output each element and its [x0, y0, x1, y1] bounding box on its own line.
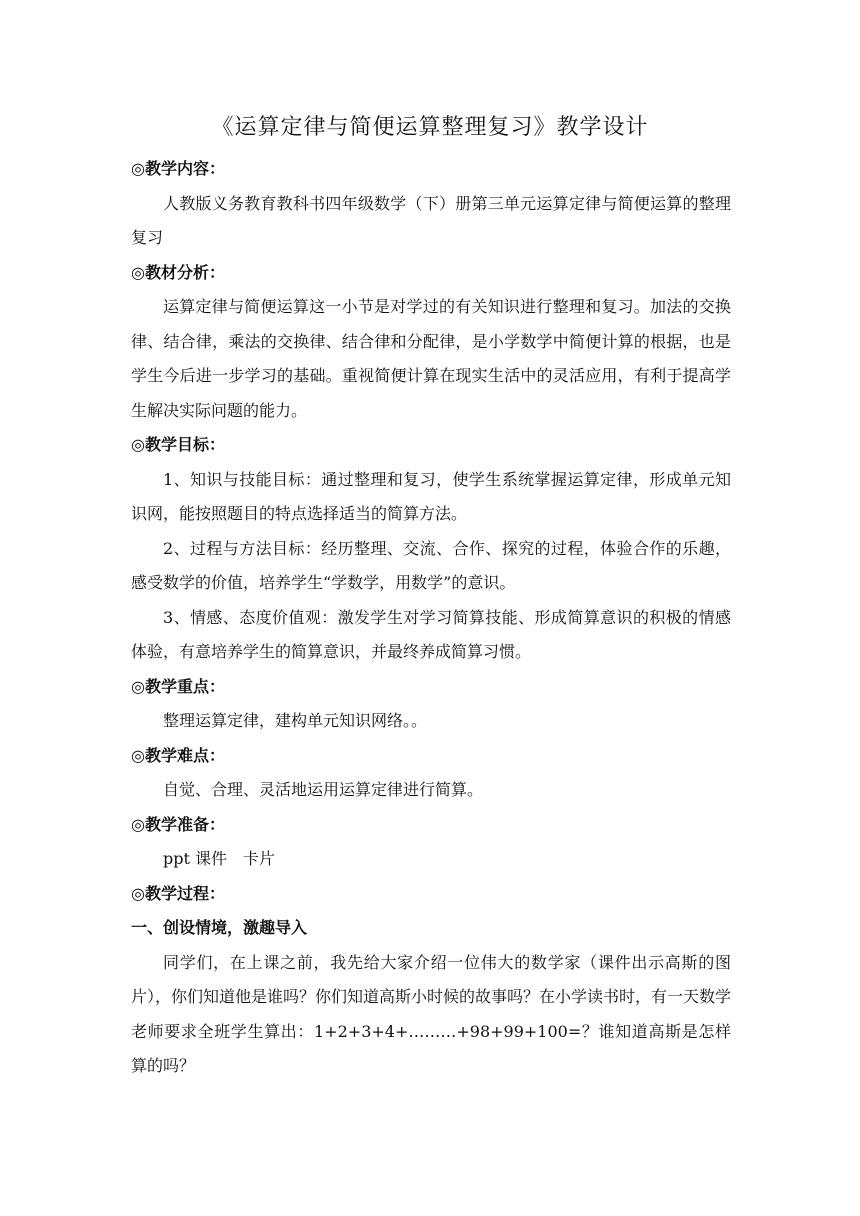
- section-text-key: 整理运算定律，建构单元知识网络。。: [163, 711, 428, 730]
- section-heading-process: ◎教学过程：: [131, 883, 225, 903]
- section-heading-goals: ◎教学目标：: [131, 435, 225, 454]
- section-text-content: 人教版义务教育教科书四年级数学（下）册第三单元运算定律与简便运算的整理复习: [131, 193, 731, 247]
- section-heading-prep: ◎教学准备：: [131, 814, 225, 834]
- section-heading-key: ◎教学重点：: [131, 676, 225, 696]
- section-heading-content: ◎教学内容：: [131, 159, 225, 178]
- process-subheading: 一、创设情境，激趣导入: [131, 918, 308, 937]
- section-heading-analysis: ◎教材分析：: [131, 262, 225, 282]
- section-text-difficulty: 自觉、合理、灵活地运用运算定律进行简算。: [163, 780, 484, 799]
- process-text: 同学们，在上课之前，我先给大家介绍一位伟大的数学家（课件出示高斯的图片），你们知道他是谁吗？你们知道高斯小时候的故事吗？在小学读书时，有一天数学老师要求全班学生算出：1+2+3+4+………+98+99+100=？谁知道高斯是怎样算的吗？: [131, 952, 732, 1075]
- goal-item-2: 2、过程与方法目标：经历整理、交流、合作、探究的过程，体验合作的乐趣，感受数学的价值，培养学生“学数学，用数学”的意识。: [131, 538, 731, 592]
- document-title: 《运算定律与简便运算整理复习》教学设计: [211, 115, 649, 140]
- goal-item-3: 3、情感、态度价值观：激发学生对学习简算技能、形成简算意识的积极的情感体验，有意培养学生的简算意识，并最终养成简算习惯。: [131, 607, 731, 661]
- document-body: [131, 152, 731, 1084]
- section-heading-difficulty: ◎教学难点：: [131, 745, 225, 765]
- section-text-prep: ppt 课件 卡片: [163, 849, 276, 868]
- goal-item-1: 1、知识与技能目标：通过整理和复习，使学生系统掌握运算定律，形成单元知识网，能按照题目的特点选择适当的简算方法。: [131, 469, 731, 523]
- section-text-analysis: 运算定律与简便运算这一小节是对学过的有关知识进行整理和复习。加法的交换律、结合律，乘法的交换律、结合律和分配律，是小学数学中简便计算的根据，也是学生今后进一步学习的基础。重视简便计算在现实生活中的灵活应用，有利于提高学生解决实际问题的能力。: [131, 297, 731, 420]
